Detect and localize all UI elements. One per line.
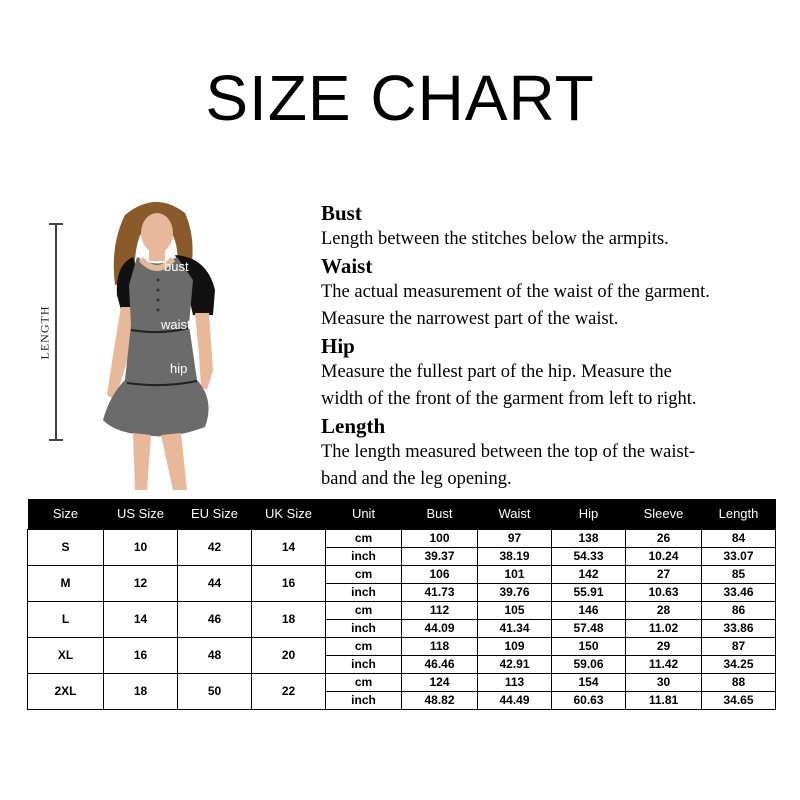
header-bust: Bust <box>402 499 478 529</box>
table-row <box>28 601 776 619</box>
hip-cell: 138 <box>552 529 626 547</box>
table-row <box>28 673 776 691</box>
hip-cell: 55.91 <box>552 583 626 601</box>
size-cell: M <box>28 565 104 601</box>
waist-cell: 39.76 <box>478 583 552 601</box>
unit-cell: inch <box>326 547 402 565</box>
bust-desc-line: Length between the stitches below the armpits. <box>321 229 669 249</box>
sleeve-cell: 28 <box>626 601 702 619</box>
waist-heading: Waist <box>321 254 373 278</box>
uk-size-cell: 20 <box>252 637 326 673</box>
length-cell: 84 <box>702 529 776 547</box>
sleeve-cell: 11.81 <box>626 691 702 709</box>
table-row <box>28 529 776 547</box>
us-size-cell: 10 <box>104 529 178 565</box>
header-sleeve: Sleeve <box>626 499 702 529</box>
sleeve-cell: 27 <box>626 565 702 583</box>
waist-desc-line: The actual measurement of the waist of the garment. <box>321 282 710 302</box>
length-cell: 87 <box>702 637 776 655</box>
header-unit: Unit <box>326 499 402 529</box>
waist-cell: 105 <box>478 601 552 619</box>
uk-size-cell: 22 <box>252 673 326 709</box>
bust-cell: 44.09 <box>402 619 478 637</box>
bust-cell: 124 <box>402 673 478 691</box>
unit-cell: cm <box>326 565 402 583</box>
sleeve-cell: 11.42 <box>626 655 702 673</box>
eu-size-cell: 48 <box>178 637 252 673</box>
waist-cell: 38.19 <box>478 547 552 565</box>
size-cell: 2XL <box>28 673 104 709</box>
us-size-cell: 12 <box>104 565 178 601</box>
length-desc-line: band and the leg opening. <box>321 469 512 489</box>
us-size-cell: 16 <box>104 637 178 673</box>
length-cell: 34.65 <box>702 691 776 709</box>
length-indicator <box>55 223 57 440</box>
sleeve-cell: 11.02 <box>626 619 702 637</box>
size-cell: L <box>28 601 104 637</box>
model-figure <box>30 195 290 495</box>
table-header-row <box>28 499 776 529</box>
measurement-descriptions <box>321 200 791 493</box>
length-cell: 88 <box>702 673 776 691</box>
length-bottom-cap <box>49 439 63 441</box>
waist-cell: 109 <box>478 637 552 655</box>
sleeve-cell: 30 <box>626 673 702 691</box>
table-row <box>28 565 776 583</box>
header-length: Length <box>702 499 776 529</box>
unit-cell: cm <box>326 637 402 655</box>
header-hip: Hip <box>552 499 626 529</box>
bust-tag: bust <box>164 259 189 274</box>
length-cell: 85 <box>702 565 776 583</box>
header-eu-size: EU Size <box>178 499 252 529</box>
sleeve-cell: 10.24 <box>626 547 702 565</box>
sleeve-cell: 10.63 <box>626 583 702 601</box>
header-us-size: US Size <box>104 499 178 529</box>
unit-cell: inch <box>326 619 402 637</box>
uk-size-cell: 16 <box>252 565 326 601</box>
hip-cell: 150 <box>552 637 626 655</box>
hip-cell: 54.33 <box>552 547 626 565</box>
hip-cell: 60.63 <box>552 691 626 709</box>
eu-size-cell: 50 <box>178 673 252 709</box>
unit-cell: inch <box>326 583 402 601</box>
bust-cell: 106 <box>402 565 478 583</box>
waist-tag: waist <box>161 317 191 332</box>
page-title: SIZE CHART <box>205 62 595 134</box>
hip-cell: 154 <box>552 673 626 691</box>
uk-size-cell: 14 <box>252 529 326 565</box>
hip-desc-line: width of the front of the garment from left to right. <box>321 389 697 409</box>
model-illustration <box>85 195 255 490</box>
bust-cell: 39.37 <box>402 547 478 565</box>
unit-cell: cm <box>326 601 402 619</box>
header-uk-size: UK Size <box>252 499 326 529</box>
waist-cell: 97 <box>478 529 552 547</box>
length-cell: 33.86 <box>702 619 776 637</box>
unit-cell: inch <box>326 691 402 709</box>
length-cell: 33.46 <box>702 583 776 601</box>
waist-desc-line: Measure the narrowest part of the waist. <box>321 309 619 329</box>
waist-cell: 113 <box>478 673 552 691</box>
size-table <box>27 499 776 710</box>
bust-cell: 100 <box>402 529 478 547</box>
bust-cell: 46.46 <box>402 655 478 673</box>
bust-cell: 41.73 <box>402 583 478 601</box>
bust-cell: 48.82 <box>402 691 478 709</box>
waist-cell: 101 <box>478 565 552 583</box>
header-size: Size <box>28 499 104 529</box>
length-heading: Length <box>321 414 386 438</box>
us-size-cell: 14 <box>104 601 178 637</box>
waist-cell: 42.91 <box>478 655 552 673</box>
length-desc-line: The length measured between the top of the waist- <box>321 442 695 462</box>
hip-cell: 146 <box>552 601 626 619</box>
unit-cell: cm <box>326 529 402 547</box>
hip-cell: 59.06 <box>552 655 626 673</box>
unit-cell: inch <box>326 655 402 673</box>
hip-desc-line: Measure the fullest part of the hip. Measure the <box>321 362 672 382</box>
hip-cell: 142 <box>552 565 626 583</box>
bust-heading: Bust <box>321 201 362 225</box>
unit-cell: cm <box>326 673 402 691</box>
uk-size-cell: 18 <box>252 601 326 637</box>
eu-size-cell: 46 <box>178 601 252 637</box>
size-table-wrap <box>27 499 775 710</box>
eu-size-cell: 42 <box>178 529 252 565</box>
size-cell: S <box>28 529 104 565</box>
bust-cell: 118 <box>402 637 478 655</box>
table-row <box>28 637 776 655</box>
waist-cell: 44.49 <box>478 691 552 709</box>
us-size-cell: 18 <box>104 673 178 709</box>
length-label: LENGTH <box>37 305 52 360</box>
hip-heading: Hip <box>321 334 355 358</box>
length-cell: 33.07 <box>702 547 776 565</box>
hip-cell: 57.48 <box>552 619 626 637</box>
hip-tag: hip <box>170 361 188 376</box>
waist-cell: 41.34 <box>478 619 552 637</box>
size-cell: XL <box>28 637 104 673</box>
length-cell: 86 <box>702 601 776 619</box>
length-cell: 34.25 <box>702 655 776 673</box>
sleeve-cell: 26 <box>626 529 702 547</box>
sleeve-cell: 29 <box>626 637 702 655</box>
eu-size-cell: 44 <box>178 565 252 601</box>
header-waist: Waist <box>478 499 552 529</box>
bust-cell: 112 <box>402 601 478 619</box>
